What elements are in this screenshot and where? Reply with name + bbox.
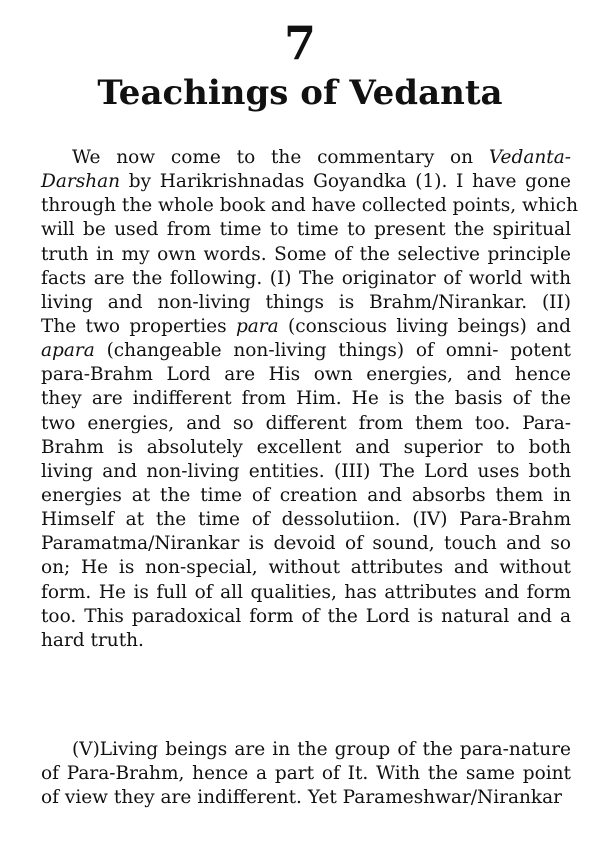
text-line (41, 581, 571, 605)
text-line (41, 218, 571, 242)
text-segment: through the whole book and have collected points, which (41, 195, 578, 217)
text-segment: too. This paradoxical form of the Lord is natural and a (41, 605, 571, 627)
text-segment: energies at the time of creation and absorbs them in (41, 484, 571, 506)
text-segment: (V)Living beings are in the group of the para-nature (72, 739, 571, 760)
paragraph-1 (41, 146, 578, 653)
text-segment: The two properties (41, 315, 236, 337)
text-segment: hard truth. (41, 629, 144, 651)
text-segment: of Para-Brahm, hence a part of It. With the same point (41, 763, 571, 785)
text-segment: We now come to the commentary on (72, 147, 489, 168)
text-line (41, 436, 571, 460)
italic-term: Darshan (41, 171, 121, 193)
chapter-title: Teachings of Vedanta (97, 73, 503, 113)
text-line (41, 267, 571, 291)
text-segment: Brahm is absolutely excellent and superior to both (41, 436, 571, 458)
text-segment: para-Brahm Lord are His own energies, and hence (41, 364, 571, 386)
text-segment: by Harikrishnadas Goyandka (1). I have gone (120, 171, 571, 193)
text-segment: truth in my own words. Some of the selective principle (41, 243, 571, 265)
italic-term: Vedanta- (488, 147, 571, 168)
text-line (41, 508, 571, 532)
text-segment: will be used from time to time to present the spiritual (41, 219, 571, 241)
text-line (41, 460, 571, 484)
text-line (41, 291, 571, 315)
text-line (41, 387, 571, 411)
text-segment: Himself at the time of dessolutiion. (IV) Para-Brahm (41, 509, 571, 531)
text-line (41, 170, 571, 194)
text-segment: Paramatma/Nirankar is devoid of sound, touch and so (41, 533, 571, 555)
text-line (41, 484, 571, 508)
text-segment: form. He is full of all qualities, has attributes and form (41, 581, 571, 603)
text-line (41, 363, 571, 387)
text-segment: they are indifferent from Him. He is the basis of the (41, 388, 571, 410)
text-line (41, 412, 571, 436)
text-segment: two energies, and so different from them too. Para- (41, 412, 571, 434)
text-segment: (changeable non-living things) of omni- potent (94, 340, 571, 362)
italic-term: apara (41, 340, 95, 362)
text-line (41, 556, 571, 580)
text-segment: facts are the following. (I) The originator of world with (41, 267, 571, 289)
text-segment: living and non-living entities. (III) The Lord uses both (41, 460, 571, 482)
text-segment: of view they are indifferent. Yet Parameshwar/Nirankar (41, 787, 563, 809)
text-line (41, 762, 571, 786)
text-line (41, 786, 571, 810)
chapter-number: 7 (283, 16, 316, 70)
text-line (41, 532, 571, 556)
text-segment: living and non-living things is Brahm/Nirankar. (II) (41, 291, 571, 313)
text-segment: (conscious living beings) and (278, 315, 571, 337)
text-line (41, 605, 571, 629)
text-line (41, 243, 571, 267)
paragraph-2 (41, 738, 571, 810)
text-segment: on; He is non-special, without attributes and without (41, 557, 571, 579)
text-line (41, 146, 571, 170)
text-line (41, 194, 578, 218)
italic-term: para (235, 315, 279, 337)
text-line (41, 315, 571, 339)
text-line (41, 738, 571, 762)
text-line (41, 629, 571, 653)
text-line (41, 339, 571, 363)
